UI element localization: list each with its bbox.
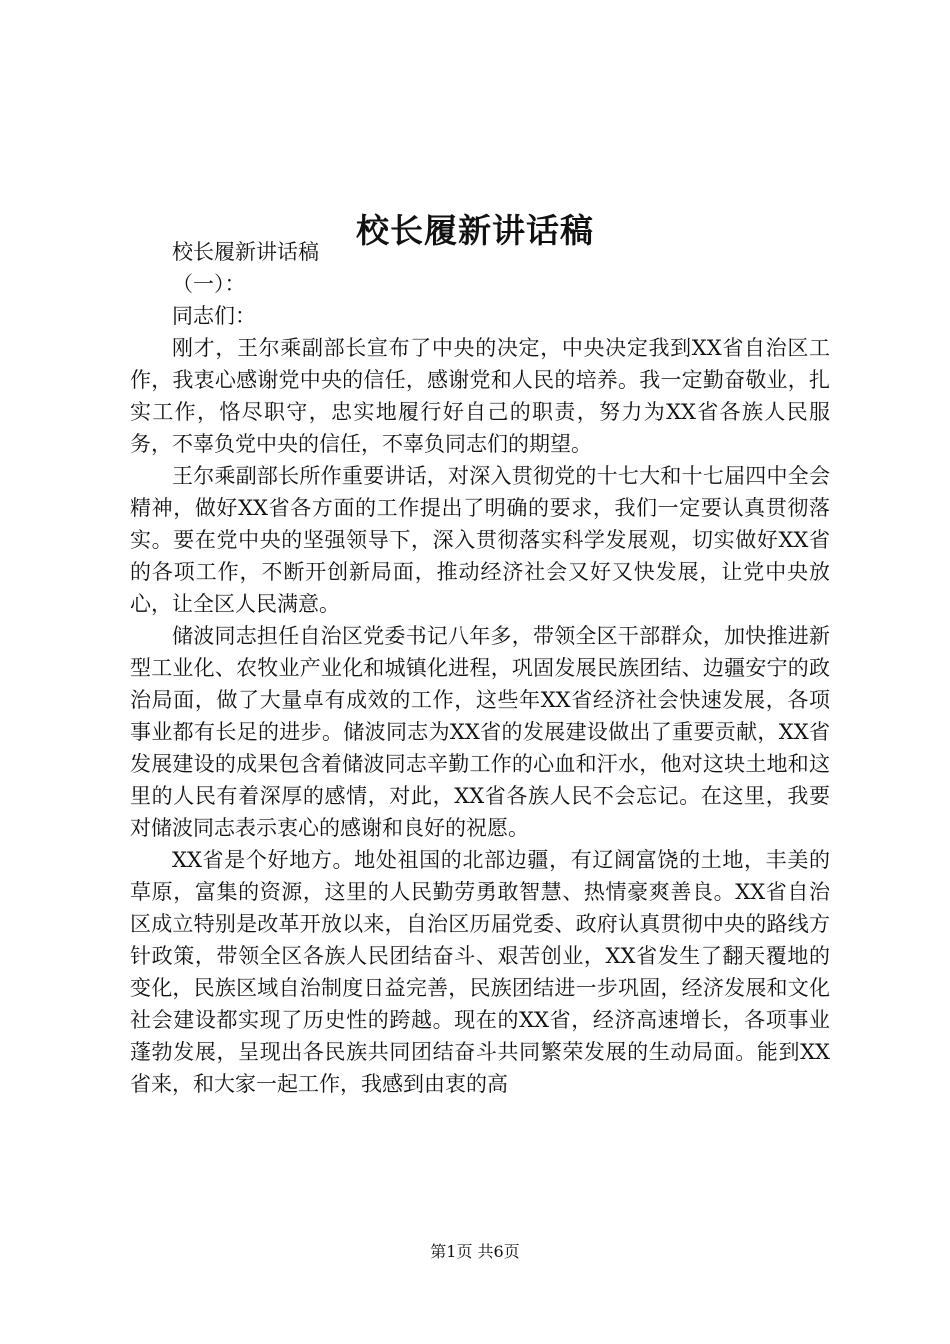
paragraph: XX省是个好地方。地处祖国的北部边疆，有辽阔富饶的土地，丰美的草原，富集的资源，这里的人民勤劳勇敢智慧、热情豪爽善良。XX省自治区成立特别是改革开放以来，自治区历届党委、政府认真贯彻中央的路线方针政策，带领全区各族人民团结奋斗、艰苦创业，XX省发生了翻天覆地的变化，民族区域自治制度日益完善，民族团结进一步巩固，经济发展和文化社会建设都实现了历史性的跨越。现在的XX省，经济高速增长，各项事业蓬勃发展，呈现出各民族共同团结奋斗共同繁荣发展的生动局面。能到XX省来，和大家一起工作，我感到由衷的高 <box>130 848 830 1096</box>
paragraph: 刚才，王尔乘副部长宣布了中央的决定，中央决定我到XX省自治区工作，我衷心感谢党中央的信任，感谢党和人民的培养。我一定勤奋敬业，扎实工作，恪尽职守，忠实地履行好自己的职责，努力为XX省各族人民服务，不辜负党中央的信任，不辜负同志们的期望。 <box>130 336 830 456</box>
page-footer: 第1页 共6页 <box>430 1242 520 1261</box>
document-title: 校长履新讲话稿 <box>356 211 594 251</box>
paragraph: 王尔乘副部长所作重要讲话，对深入贯彻党的十七大和十七届四中全会精神，做好XX省各方面的工作提出了明确的要求，我们一定要认真贯彻落实。要在党中央的坚强领导下，深入贯彻落实科学发展观，切实做好XX省的各项工作，不断开创新局面，推动经济社会又好又快发展，让党中央放心，让全区人民满意。 <box>130 464 830 616</box>
subtitle-line: 校长履新讲话稿 <box>172 240 319 264</box>
document-body <box>130 236 830 1100</box>
salutation: 同志们： <box>172 304 256 328</box>
paragraph: 储波同志担任自治区党委书记八年多，带领全区干部群众，加快推进新型工业化、农牧业产业化和城镇化进程，巩固发展民族团结、边疆安宁的政治局面，做了大量卓有成效的工作，这些年XX省经济社会快速发展，各项事业都有长足的进步。储波同志为XX省的发展建设做出了重要贡献，XX省发展建设的成果包含着储波同志辛勤工作的心血和汗水，他对这块土地和这里的人民有着深厚的感情，对此，XX省各族人民不会忘记。在这里，我要对储波同志表示衷心的感谢和良好的祝愿。 <box>130 624 830 840</box>
section-marker: （一）： <box>172 272 246 296</box>
